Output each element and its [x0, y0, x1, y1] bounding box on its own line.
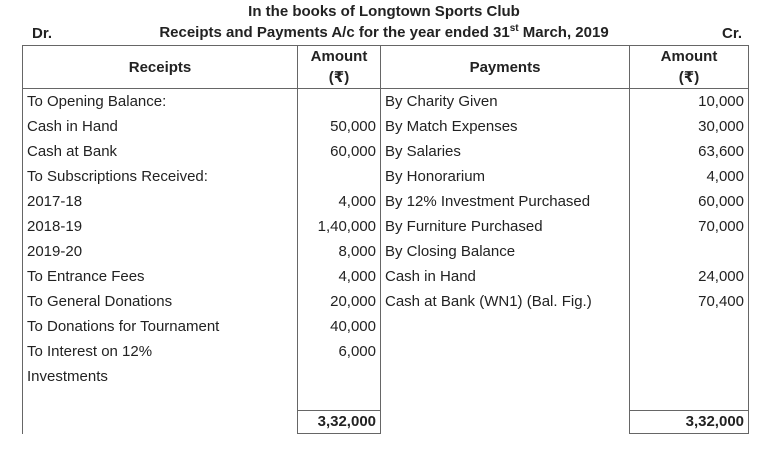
table-row: [23, 164, 749, 189]
receipts-header: Receipts: [23, 46, 298, 89]
receipts-amount-header: [298, 46, 381, 89]
payment-amount: [630, 339, 749, 364]
payments-header: Payments: [381, 46, 630, 89]
credit-label: Cr.: [722, 25, 743, 42]
rupee-label: (₹): [678, 69, 700, 86]
receipt-amount: [298, 164, 381, 189]
receipt-amount: 20,000: [298, 289, 381, 314]
payment-amount: 70,400: [630, 289, 749, 314]
table-row: [23, 114, 749, 139]
table-row: [23, 289, 749, 314]
payment-amount: 30,000: [630, 114, 749, 139]
receipt-amount: [298, 89, 381, 115]
title-line-1: In the books of Longtown Sports Club: [248, 3, 520, 20]
amount-label: Amount: [310, 48, 368, 65]
payment-amount: [630, 239, 749, 264]
payment-particular: By Closing Balance: [381, 239, 630, 264]
title-superscript: st: [509, 23, 519, 34]
payment-particular: [381, 364, 630, 389]
receipt-particular: 2017-18: [23, 189, 298, 214]
receipts-total: 3,32,000: [298, 411, 381, 434]
debit-label: Dr.: [32, 25, 53, 42]
spacer-row: [23, 389, 749, 411]
payment-particular: Cash in Hand: [381, 264, 630, 289]
receipt-particular: To Opening Balance:: [23, 89, 298, 115]
receipt-amount: 4,000: [298, 189, 381, 214]
amount-label: Amount: [660, 48, 718, 65]
title-line-2: [0, 23, 768, 41]
table-row: [23, 264, 749, 289]
receipt-amount: 8,000: [298, 239, 381, 264]
table-row: [23, 139, 749, 164]
receipt-particular: To General Donations: [23, 289, 298, 314]
receipt-particular: Investments: [23, 364, 298, 389]
receipt-amount: [298, 364, 381, 389]
payment-particular: By Match Expenses: [381, 114, 630, 139]
payment-amount: 70,000: [630, 214, 749, 239]
table-row: [23, 339, 749, 364]
payment-particular: [381, 339, 630, 364]
title-line-2-main: Receipts and Payments A/c for the year ended 31: [159, 24, 510, 41]
receipt-particular: To Subscriptions Received:: [23, 164, 298, 189]
receipt-particular: To Entrance Fees: [23, 264, 298, 289]
payment-amount: 10,000: [630, 89, 749, 115]
payment-particular: Cash at Bank (WN1) (Bal. Fig.): [381, 289, 630, 314]
payment-amount: 63,600: [630, 139, 749, 164]
receipt-particular: To Interest on 12%: [23, 339, 298, 364]
table-row: [23, 364, 749, 389]
receipt-particular: To Donations for Tournament: [23, 314, 298, 339]
receipt-particular: 2019-20: [23, 239, 298, 264]
rupee-label: (₹): [328, 69, 350, 86]
receipt-particular: 2018-19: [23, 214, 298, 239]
receipt-particular: Cash at Bank: [23, 139, 298, 164]
payments-amount-header: [630, 46, 749, 89]
payments-total: 3,32,000: [630, 411, 749, 434]
receipts-payments-table: [22, 45, 749, 434]
payment-amount: 4,000: [630, 164, 749, 189]
payment-particular: By Salaries: [381, 139, 630, 164]
table-row: [23, 239, 749, 264]
payment-amount: 60,000: [630, 189, 749, 214]
payment-amount: [630, 364, 749, 389]
receipt-amount: 1,40,000: [298, 214, 381, 239]
payment-amount: 24,000: [630, 264, 749, 289]
table-row: [23, 314, 749, 339]
table-row: [23, 214, 749, 239]
totals-row: [23, 411, 749, 434]
payment-particular: By 12% Investment Purchased: [381, 189, 630, 214]
receipt-amount: 4,000: [298, 264, 381, 289]
receipt-particular: Cash in Hand: [23, 114, 298, 139]
table-row: [23, 189, 749, 214]
payment-particular: By Furniture Purchased: [381, 214, 630, 239]
payment-particular: By Honorarium: [381, 164, 630, 189]
payment-amount: [630, 314, 749, 339]
payment-particular: By Charity Given: [381, 89, 630, 115]
receipt-amount: 60,000: [298, 139, 381, 164]
title-line-2-date: March, 2019: [518, 24, 609, 41]
payment-particular: [381, 314, 630, 339]
table-row: [23, 89, 749, 115]
receipt-amount: 50,000: [298, 114, 381, 139]
receipt-amount: 6,000: [298, 339, 381, 364]
receipt-amount: 40,000: [298, 314, 381, 339]
